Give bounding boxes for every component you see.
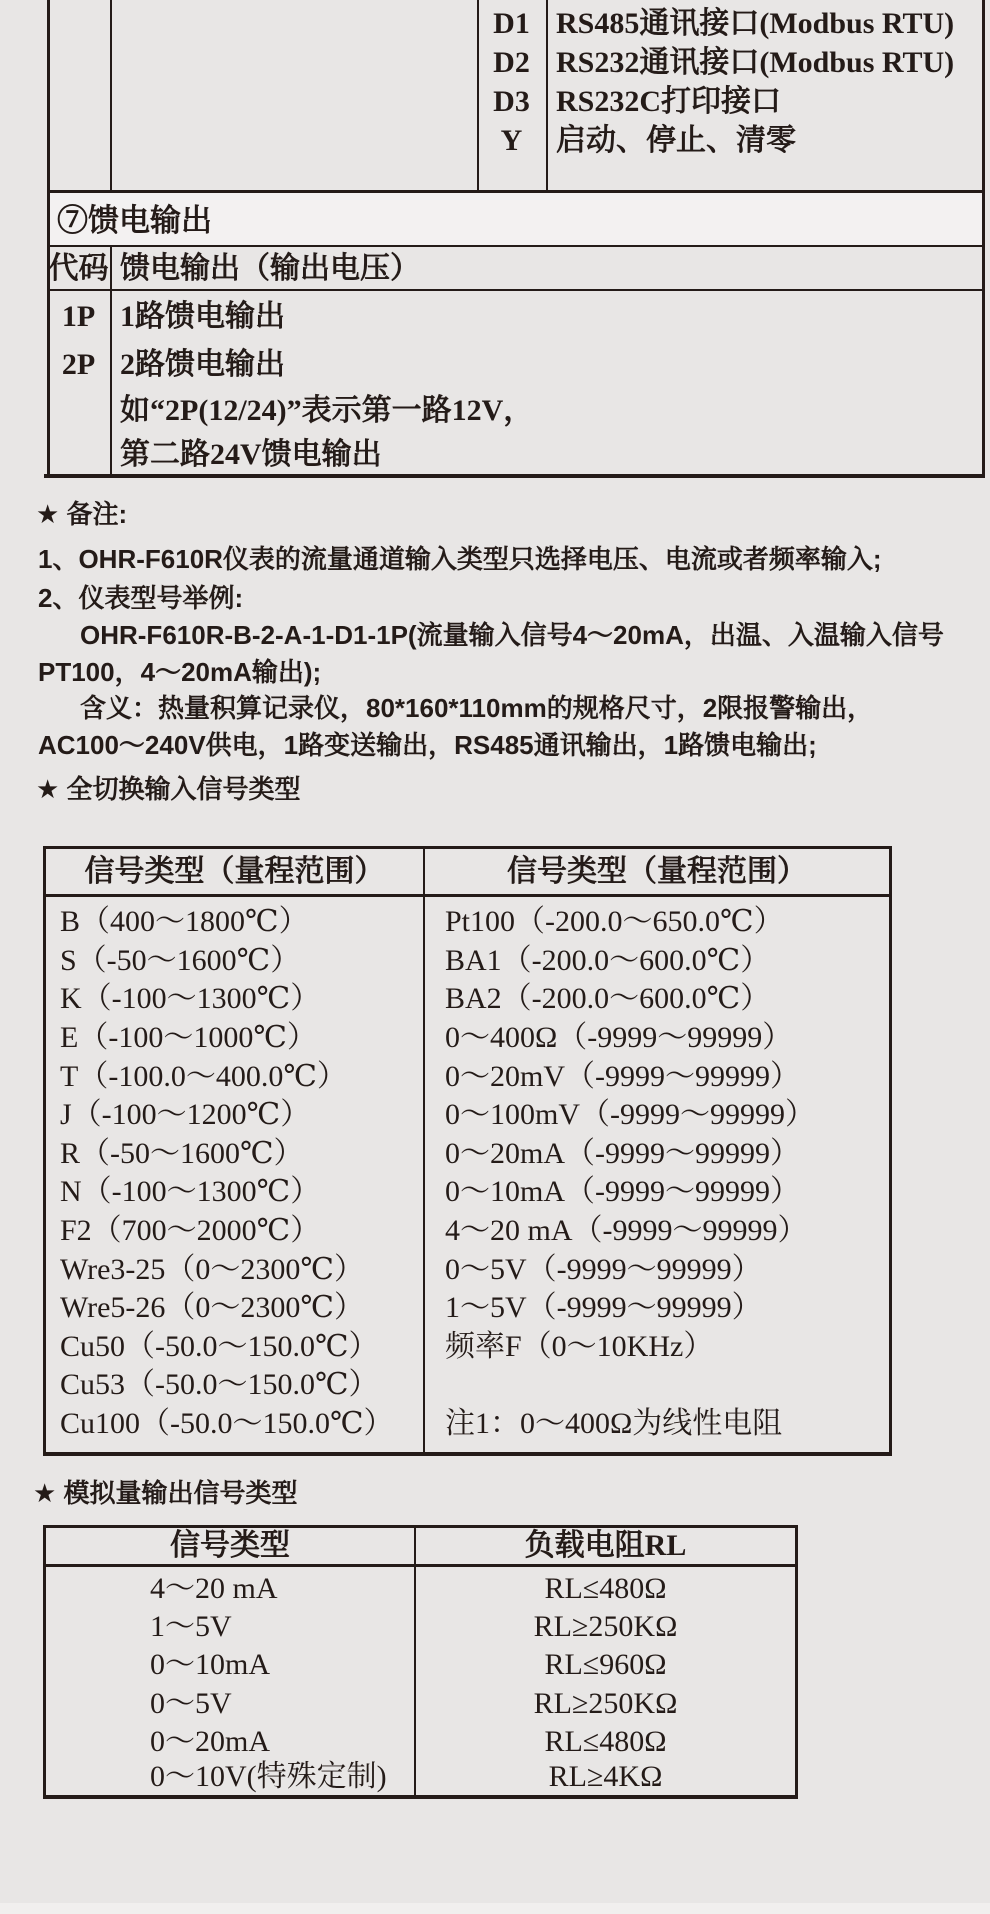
table-border — [43, 846, 46, 1456]
output-load-cell: RL≤480Ω — [544, 1572, 667, 1605]
output-signal-cell: 1～5V — [150, 1610, 232, 1643]
option-code: D2 — [493, 46, 530, 79]
output-signal-cell: 0～5V — [150, 1687, 232, 1720]
input-range-item: B（400～1800℃） — [60, 905, 309, 938]
output-load-cell: RL≤960Ω — [544, 1648, 667, 1681]
remarks-line: 2、仪表型号举例: — [38, 583, 244, 613]
output-signal-cell: 0～20mA — [150, 1725, 270, 1758]
remarks-line: AC100～240V供电，1路变送输出，RS485通讯输出，1路馈电输出; — [38, 730, 817, 760]
output-table-header-signal: 信号类型 — [170, 1529, 290, 1562]
option-desc: RS485通讯接口(Modbus RTU) — [556, 7, 955, 40]
output-section-title: ★ 模拟量输出信号类型 — [33, 1478, 298, 1508]
table-grid-line — [110, 247, 112, 474]
option-code: 2P — [61, 348, 96, 381]
output-load-cell: RL≥250KΩ — [533, 1610, 678, 1643]
input-range-item: Cu50（-50.0～150.0℃） — [60, 1330, 379, 1363]
input-range-item: N（-100～1300℃） — [60, 1175, 321, 1208]
input-range-item: 0～100mV（-9999～99999） — [445, 1098, 815, 1131]
table-grid-line — [110, 0, 112, 193]
input-range-item: 0～20mV（-9999～99999） — [445, 1060, 800, 1093]
input-range-item: 0～20mA（-9999～99999） — [445, 1137, 800, 1170]
input-table-footnote: 注1：0～400Ω为线性电阻 — [445, 1407, 783, 1440]
option-code: 1P — [61, 300, 96, 333]
option-desc: RS232C打印接口 — [556, 85, 782, 118]
input-section-title: ★ 全切换输入信号类型 — [36, 774, 301, 804]
input-range-item: R（-50～1600℃） — [60, 1137, 304, 1170]
option-code: Y — [500, 124, 523, 157]
option-desc: 2路馈电输出 — [120, 348, 285, 381]
table-border — [43, 1525, 46, 1799]
table-border — [982, 0, 985, 193]
input-range-item: Wre5-26（0～2300℃） — [60, 1291, 364, 1324]
option-desc: RS232通讯接口(Modbus RTU) — [556, 46, 955, 79]
table-grid-line — [423, 846, 425, 1452]
table-border — [982, 190, 985, 478]
input-range-item: F2（700～2000℃） — [60, 1214, 321, 1247]
remarks-line: 1、OHR-F610R仪表的流量通道输入类型只选择电压、电流或者频率输入; — [38, 544, 882, 574]
option-desc: 启动、停止、清零 — [556, 124, 796, 157]
input-range-item: Cu53（-50.0～150.0℃） — [60, 1368, 379, 1401]
output-signal-cell: 0～10V(特殊定制) — [150, 1760, 387, 1793]
option-code: D3 — [493, 85, 530, 118]
input-range-item: J（-100～1200℃） — [60, 1098, 311, 1131]
option-desc: 1路馈电输出 — [120, 300, 285, 333]
output-table-header-load: 负载电阻RL — [524, 1529, 687, 1562]
input-range-item: BA1（-200.0～600.0℃） — [445, 944, 771, 977]
table-border — [44, 474, 985, 478]
output-signal-cell: 0～10mA — [150, 1648, 270, 1681]
input-range-item: 0～10mA（-9999～99999） — [445, 1175, 800, 1208]
output-load-cell: RL≥4KΩ — [548, 1760, 663, 1793]
remarks-title: ★ 备注: — [36, 499, 128, 529]
table-border — [47, 190, 985, 193]
remarks-line: PT100，4～20mA输出); — [38, 657, 322, 687]
table-border — [47, 0, 50, 193]
table-grid-line — [546, 0, 548, 193]
section-title: ⑦馈电输出 — [57, 203, 212, 238]
input-range-item: K（-100～1300℃） — [60, 982, 321, 1015]
input-range-item: 0～5V（-9999～99999） — [445, 1253, 762, 1286]
input-range-item: BA2（-200.0～600.0℃） — [445, 982, 771, 1015]
input-range-item: 1～5V（-9999～99999） — [445, 1291, 762, 1324]
input-range-item: Wre3-25（0～2300℃） — [60, 1253, 364, 1286]
option-note-line: 如“2P(12/24)”表示第一路12V， — [120, 394, 534, 427]
column-header-code: 代码 — [48, 252, 109, 285]
remarks-line: 含义：热量积算记录仪，80*160*110mm的规格尺寸，2限报警输出， — [80, 693, 874, 723]
option-code: D1 — [493, 7, 530, 40]
input-range-item: 0～400Ω（-9999～99999） — [445, 1021, 793, 1054]
table-border — [43, 1452, 892, 1456]
input-range-item: Pt100（-200.0～650.0℃） — [445, 905, 784, 938]
page-bottom-edge — [0, 1903, 990, 1914]
input-table-header-left: 信号类型（量程范围） — [84, 855, 385, 888]
table-border — [889, 846, 892, 1456]
column-header-desc: 馈电输出（输出电压） — [120, 252, 420, 285]
output-signal-cell: 4～20 mA — [150, 1572, 278, 1605]
table-border — [795, 1525, 798, 1799]
option-note-line: 第二路24V馈电输出 — [120, 438, 382, 471]
input-range-item: Cu100（-50.0～150.0℃） — [60, 1407, 394, 1440]
table-grid-line — [47, 289, 985, 291]
input-range-item: 频率F（0～10KHz） — [445, 1330, 714, 1363]
remarks-line: OHR-F610R-B-2-A-1-D1-1P(流量输入信号4～20mA，出温、入温输入信号 — [80, 620, 944, 650]
input-range-item: T（-100.0～400.0℃） — [60, 1060, 347, 1093]
input-range-item: S（-50～1600℃） — [60, 944, 301, 977]
output-load-cell: RL≤480Ω — [544, 1725, 667, 1758]
input-range-item: E（-100～1000℃） — [60, 1021, 317, 1054]
input-table-header-right: 信号类型（量程范围） — [507, 855, 807, 888]
input-range-item: 4～20 mA（-9999～99999） — [445, 1214, 808, 1247]
output-load-cell: RL≥250KΩ — [533, 1687, 678, 1720]
